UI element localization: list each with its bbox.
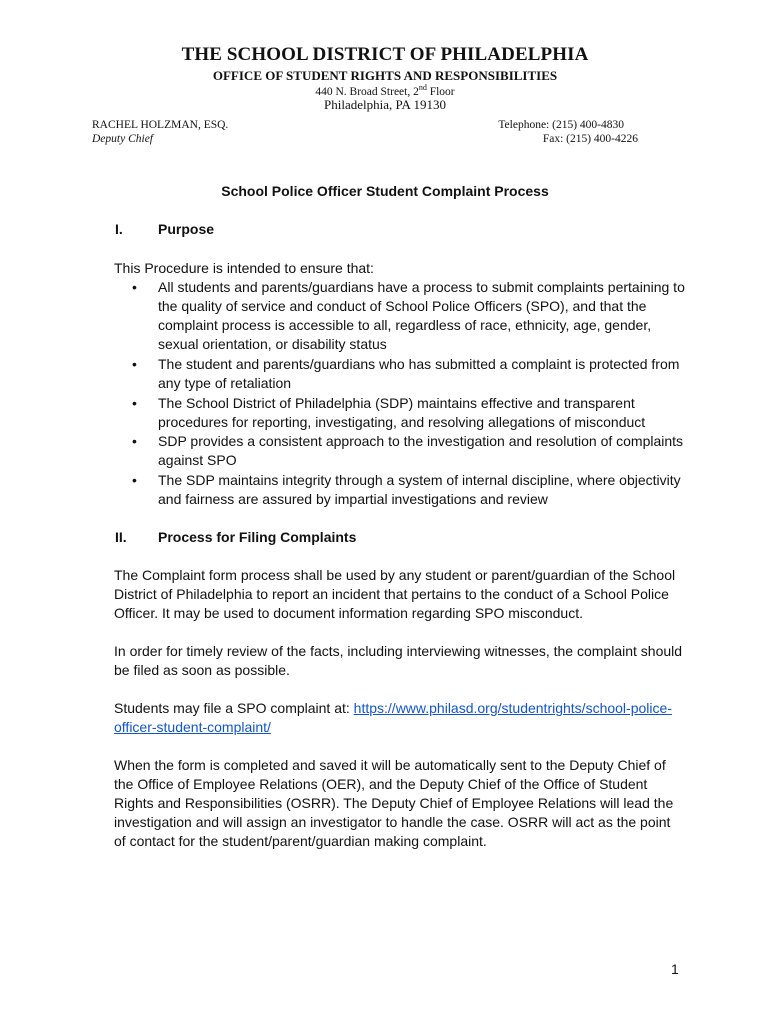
section-2-title: Process for Filing Complaints: [158, 529, 357, 545]
contact-name: RACHEL HOLZMAN, ESQ.: [92, 119, 229, 131]
complaint-link-prefix: Students may file a SPO complaint at:: [114, 700, 354, 716]
process-paragraph-4: When the form is completed and saved it will be automatically sent to the Deputy Chief of the Office of Employee Relations (OER), and the Deputy Chief of the Office of Student Rights and Responsibilities (OSRR). The Deputy Chief of Employee Relations will lead the investigation and will assign an investigator to handle the case. OSRR will act as the point of contact for the student/parent/guardian making complaint.: [114, 757, 674, 849]
bullet-marker: •: [132, 279, 137, 295]
bullet-marker: •: [132, 472, 137, 488]
process-paragraph-3: [114, 699, 684, 737]
purpose-bullet-1: All students and parents/guardians have a process to submit complaints pertaining to the quality of service and conduct of School Police Officers (SPO), and that the complaint process is accessible to all, regardless of race, ethnicity, age, gender, sexual orientation, or disability status: [158, 279, 685, 352]
bullet-marker: •: [132, 433, 137, 449]
telephone-number: Telephone: (215) 400-4830: [498, 119, 624, 131]
organization-name: THE SCHOOL DISTRICT OF PHILADELPHIA: [181, 44, 589, 65]
purpose-bullet-4: SDP provides a consistent approach to the investigation and resolution of complaints against SPO: [158, 433, 684, 468]
complaint-form-link[interactable]: https://www.philasd.org/studentrights/school-police-officer-student-complaint/: [114, 700, 672, 735]
purpose-bullet-5: The SDP maintains integrity through a system of internal discipline, where objectivity and fairness are assured by impartial investigations and review: [158, 472, 681, 507]
bullet-marker: •: [132, 395, 137, 411]
process-paragraph-2: In order for timely review of the facts, including interviewing witnesses, the complaint should be filed as soon as possible.: [114, 643, 683, 678]
street-address: [0, 83, 770, 98]
process-paragraph-1: The Complaint form process shall be used by any student or parent/guardian of the School District of Philadelphia to report an incident that pertains to the conduct of a School Police Officer. It may be used to document information regarding SPO misconduct.: [114, 567, 676, 621]
section-2-number: II.: [115, 529, 127, 545]
floor-ordinal: nd: [418, 83, 427, 92]
section-1-number: I.: [115, 221, 123, 237]
purpose-bullet-3: The School District of Philadelphia (SDP) maintains effective and transparent procedures for reporting, investigating, and resolving allegations of misconduct: [158, 395, 646, 430]
contact-title: Deputy Chief: [92, 133, 153, 145]
city-state-zip: Philadelphia, PA 19130: [324, 97, 446, 112]
fax-number: Fax: (215) 400-4226: [542, 133, 638, 145]
office-name: OFFICE OF STUDENT RIGHTS AND RESPONSIBILITIES: [212, 68, 558, 83]
page-number: 1: [671, 961, 679, 977]
street-address-floor: Floor: [426, 85, 455, 98]
bullet-marker: •: [132, 356, 137, 372]
document-title: School Police Officer Student Complaint Process: [221, 183, 549, 199]
section-1-title: Purpose: [158, 221, 215, 237]
purpose-intro: This Procedure is intended to ensure that:: [114, 260, 374, 276]
street-address-main: 440 N. Broad Street, 2: [315, 85, 419, 98]
purpose-bullet-2: The student and parents/guardians who has submitted a complaint is protected from any type of retaliation: [158, 356, 680, 391]
